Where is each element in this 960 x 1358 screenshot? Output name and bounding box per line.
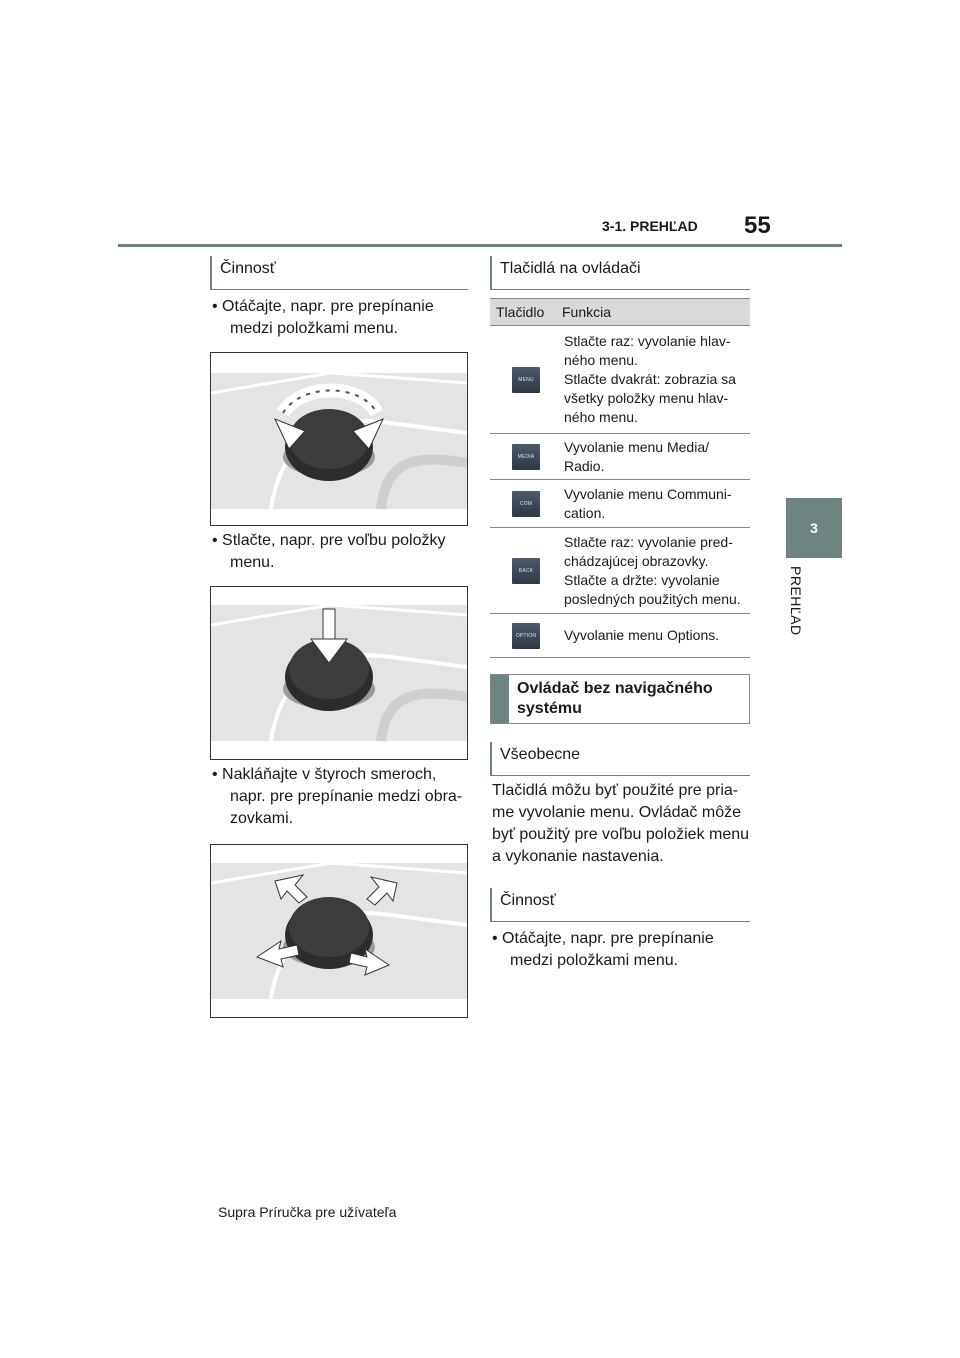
line: me vyvolanie menu. Ovládač môže — [492, 804, 741, 821]
table-row — [490, 614, 750, 658]
line: systému — [517, 700, 582, 717]
option-button-icon: OPTION — [512, 623, 540, 649]
line: • Otáčajte, napr. pre prepínanie — [492, 930, 714, 947]
page-number: 55 — [744, 212, 771, 239]
controller-press-illustration — [211, 587, 467, 759]
line: Vyvolanie menu Communi- — [564, 485, 732, 502]
line: posledných použitých menu. — [564, 590, 741, 607]
callout-bar — [491, 675, 509, 723]
function-cell — [562, 328, 750, 431]
left-item-2 — [212, 530, 468, 574]
line: a vykonanie nastavenia. — [492, 848, 664, 865]
menu-button-icon: MENU — [512, 367, 540, 393]
line: Vyvolanie menu Options. — [564, 627, 720, 643]
line: menu. — [230, 554, 275, 571]
activity-heading: Činnosť — [490, 888, 750, 922]
line: napr. pre prepínanie medzi obra- — [230, 788, 463, 805]
line: • Stlačte, napr. pre voľbu položky — [212, 532, 446, 549]
table-row — [490, 434, 750, 480]
chapter-number: 3 — [810, 520, 818, 536]
table-row — [490, 528, 750, 614]
figure-tilt — [210, 844, 468, 1018]
line: Tlačidlá môžu byť použité pre pria- — [492, 782, 739, 799]
line: Stlačte raz: vyvolanie hlav- — [564, 333, 731, 349]
column-header-button: Tlačidlo — [496, 304, 545, 320]
callout-text — [509, 675, 721, 723]
function-cell — [562, 481, 750, 527]
line: • Otáčajte, napr. pre prepínanie — [212, 298, 434, 315]
footer-text: Supra Príručka pre užívateľa — [218, 1204, 397, 1220]
function-cell — [562, 622, 750, 649]
line: cation. — [564, 504, 606, 521]
chapter-tab[interactable] — [786, 498, 842, 558]
line: medzi položkami menu. — [230, 320, 399, 337]
media-button-icon: MEDIA — [512, 444, 540, 470]
line: Stlačte a držte: vyvolanie — [564, 571, 720, 588]
column-header-function: Funkcia — [562, 304, 612, 320]
com-button-icon: COM — [512, 491, 540, 517]
header-rule — [118, 244, 842, 247]
line: Ovládač bez navigačného — [517, 680, 713, 697]
left-item-1 — [212, 296, 468, 340]
line: Vyvolanie menu Media/ — [564, 438, 710, 455]
line: Stlačte dvakrát: zobrazia sa — [564, 371, 736, 387]
table-row — [490, 326, 750, 434]
buttons-heading: Tlačidlá na ovládači — [490, 256, 750, 290]
line: ného menu. — [564, 352, 638, 368]
table-row — [490, 480, 750, 528]
controller-tilt-illustration — [211, 845, 467, 1017]
line: Radio. — [564, 457, 605, 474]
back-button-icon: BACK — [512, 558, 540, 584]
table-header — [490, 298, 750, 326]
left-item-3 — [212, 764, 468, 830]
function-cell — [562, 434, 750, 480]
buttons-table — [490, 298, 750, 658]
line: Stlačte raz: vyvolanie pred- — [564, 533, 733, 550]
chapter-label: PREHĽAD — [788, 566, 804, 636]
line: ného menu. — [564, 409, 638, 425]
controller-rotate-illustration — [211, 353, 467, 525]
callout-box — [490, 674, 750, 724]
general-heading: Všeobecne — [490, 742, 750, 776]
section-title: 3-1. PREHĽAD — [602, 218, 698, 234]
activity-item — [492, 928, 754, 972]
line: • Nakláňajte v štyroch smeroch, — [212, 766, 437, 783]
figure-rotate — [210, 352, 468, 526]
line: medzi položkami menu. — [510, 952, 679, 969]
line: všetky položky menu hlav- — [564, 390, 729, 406]
line: chádzajúcej obrazovky. — [564, 552, 709, 569]
general-text — [492, 780, 754, 868]
line: zovkami. — [230, 810, 294, 827]
line: byť použitý pre voľbu položiek menu — [492, 826, 750, 843]
left-heading: Činnosť — [210, 256, 468, 290]
function-cell — [562, 529, 750, 613]
figure-press — [210, 586, 468, 760]
